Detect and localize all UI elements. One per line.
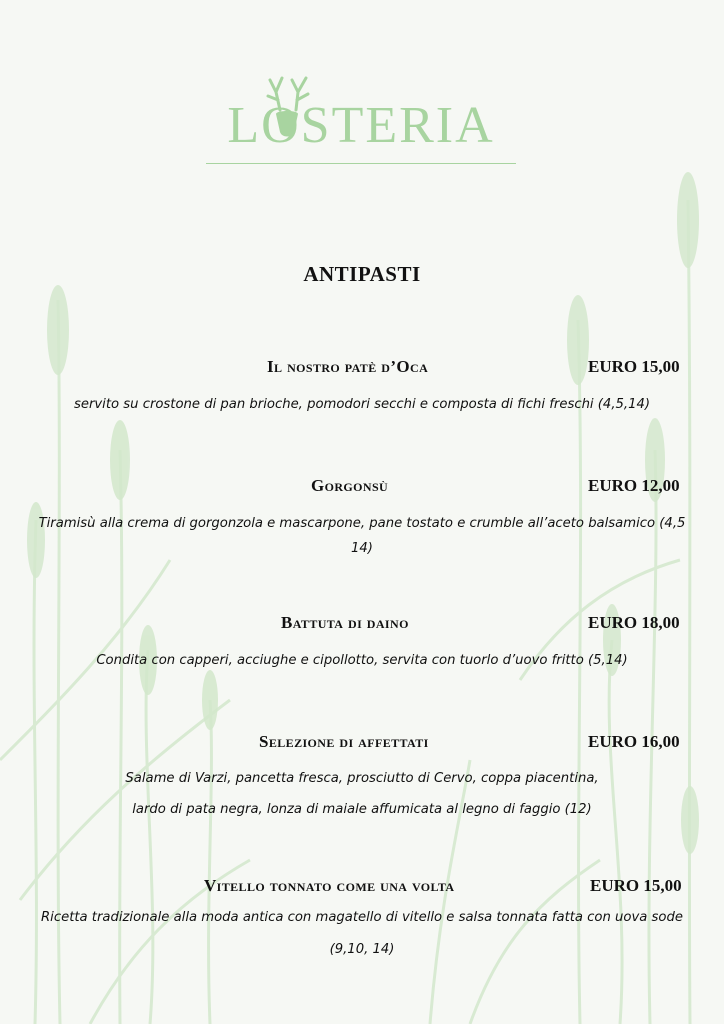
dish-name: Selezione di affettati [259, 732, 429, 751]
dish-description: lardo di pata negra, lonza di maiale affumicata al legno di faggio (12) [132, 802, 592, 817]
dish-description: Salame di Varzi, pancetta fresca, prosciutto di Cervo, coppa piacentina, [125, 771, 599, 786]
dish-description: 14) [351, 541, 373, 556]
dish-price: EURO 12,00 [588, 476, 680, 495]
logo-divider [206, 163, 516, 164]
section-title: ANTIPASTI [303, 262, 421, 286]
dish-price: EURO 15,00 [590, 876, 682, 895]
dish-description: (9,10, 14) [329, 942, 395, 957]
dish-description: Tiramisù alla crema di gorgonzola e mascarpone, pane tostato e crumble all’aceto balsamico (4,5 [38, 516, 686, 531]
dish-name: Il nostro patè d’Oca [267, 357, 429, 376]
dish-description: Condita con capperi, acciughe e cipollotto, servita con tuorlo d’uovo fritto (5,14) [96, 653, 628, 668]
dish-name: Gorgonsù [311, 476, 389, 495]
dish-price: EURO 18,00 [588, 613, 680, 632]
logo-text: LOSTERIA [227, 97, 495, 154]
dish-price: EURO 15,00 [588, 357, 680, 376]
dish-name: Battuta di daino [281, 613, 409, 632]
dish-price: EURO 16,00 [588, 732, 680, 751]
dish-name: Vitello tonnato come una volta [204, 876, 455, 895]
dish-description: Ricetta tradizionale alla moda antica con magatello di vitello e salsa tonnata fatta con uova sode [41, 910, 683, 925]
dish-description: servito su crostone di pan brioche, pomodori secchi e composta di fichi freschi (4,5,14) [73, 397, 651, 412]
